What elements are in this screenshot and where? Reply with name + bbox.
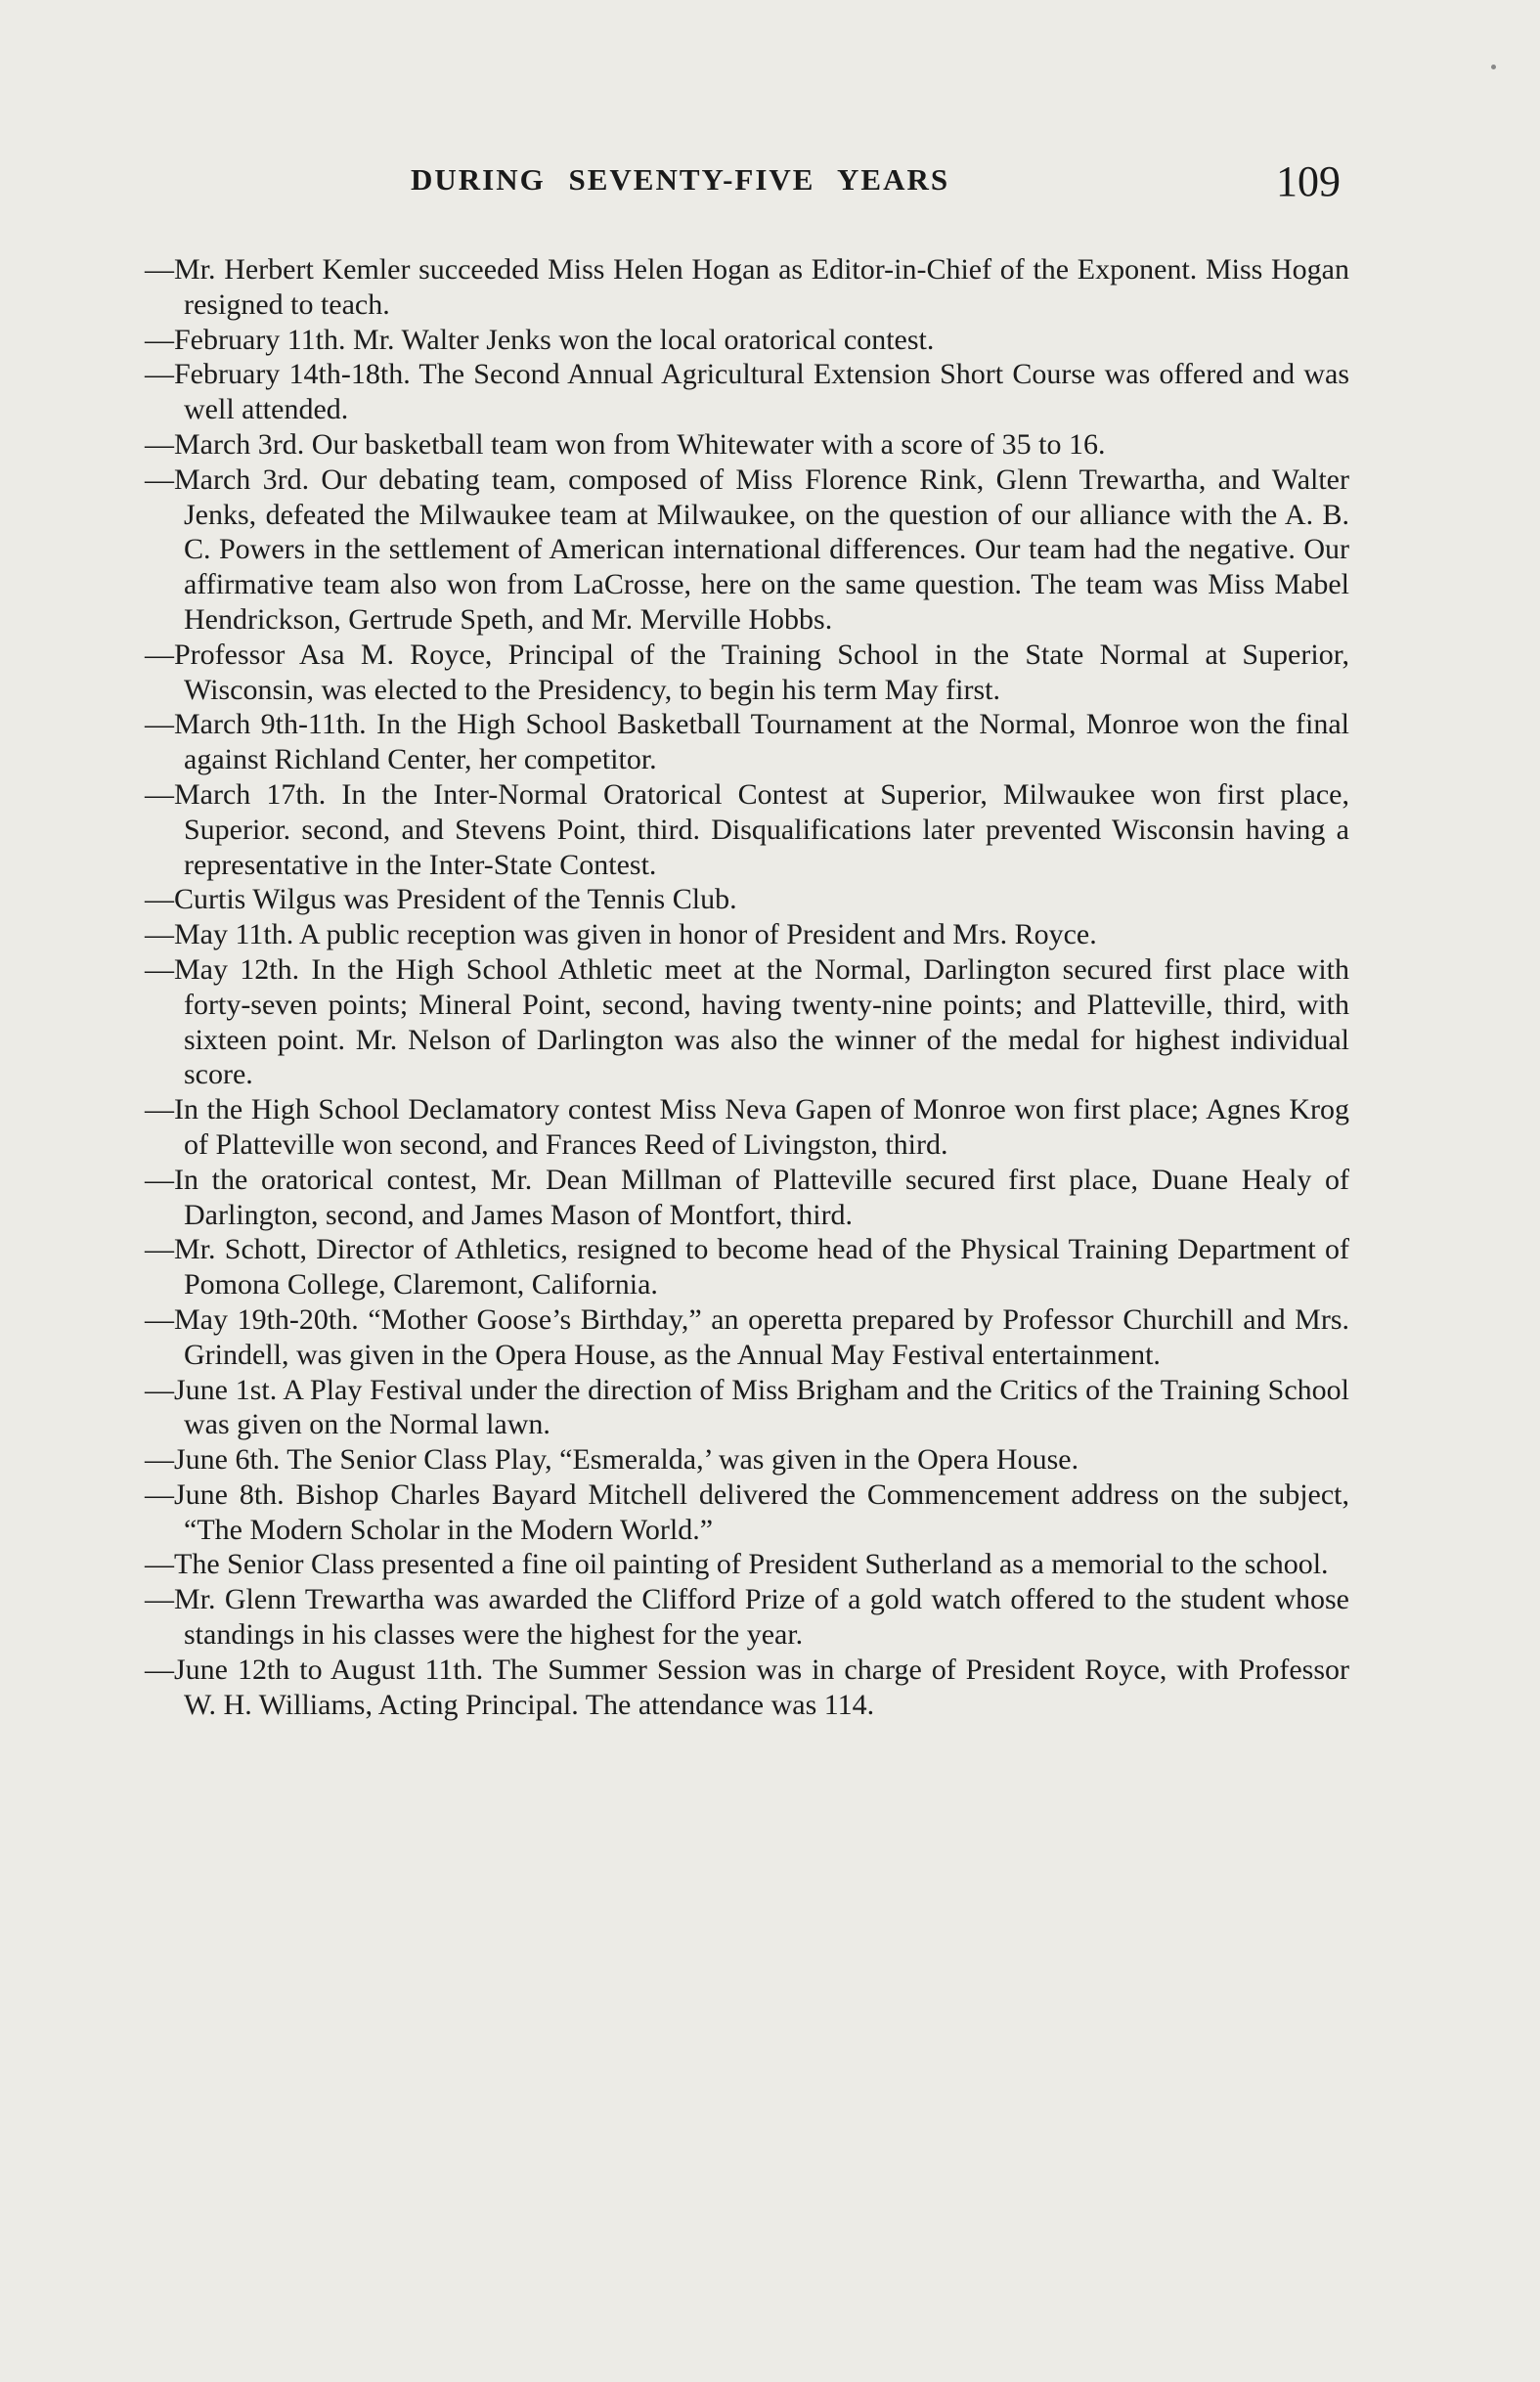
page-number: 109 bbox=[1276, 157, 1341, 205]
chronicle-entry: —In the oratorical contest, Mr. Dean Millman of Platteville secured first place, Duane Healy of Darlington, second, and James Mason of Montfort, third. bbox=[145, 1163, 1349, 1231]
chronicle-entry: —The Senior Class presented a fine oil painting of President Sutherland as a memorial to the school. bbox=[145, 1548, 1329, 1581]
chronicle-entry: —February 11th. Mr. Walter Jenks won the local oratorical contest. bbox=[145, 323, 935, 356]
chronicle-entry: —Mr. Schott, Director of Athletics, resigned to become head of the Physical Training Department of Pomona College, Claremont, California. bbox=[145, 1233, 1349, 1301]
chronicle-entry: —In the High School Declamatory contest Miss Neva Gapen of Monroe won first place; Agnes Krog of Platteville won second, and Frances Reed of Livingston, third. bbox=[145, 1093, 1349, 1161]
chronicle-entries bbox=[145, 252, 1349, 1722]
chronicle-entry: —June 6th. The Senior Class Play, “Esmeralda,’ was given in the Opera House. bbox=[145, 1443, 1079, 1477]
chronicle-entry: —May 12th. In the High School Athletic meet at the Normal, Darlington secured first place with forty-seven points; Mineral Point, second, having twenty-nine points; and Platteville, third, with sixteen point. Mr. Nelson of Darlington was also the winner of the medal for highest individual score. bbox=[145, 952, 1349, 1091]
paper-speck bbox=[1491, 65, 1496, 69]
chronicle-entry: —June 12th to August 11th. The Summer Session was in charge of President Royce, with Professor W. H. Williams, Acting Principal. The attendance was 114. bbox=[145, 1653, 1349, 1721]
chronicle-entry: —March 17th. In the Inter-Normal Oratorical Contest at Superior, Milwaukee won first place, Superior. second, and Stevens Point, third. Disqualifications later prevented Wisconsin having a representative in the Inter-State Contest. bbox=[145, 777, 1349, 881]
chronicle-entry: —Curtis Wilgus was President of the Tennis Club. bbox=[145, 883, 737, 916]
chronicle-entry: —June 8th. Bishop Charles Bayard Mitchell delivered the Commencement address on the subject, “The Modern Scholar in the Modern World.” bbox=[145, 1478, 1349, 1546]
chronicle-entry: —March 3rd. Our debating team, composed of Miss Florence Rink, Glenn Trewartha, and Walter Jenks, defeated the Milwaukee team at Milwaukee, on the question of our alliance with the A. B. C. Powers in the settlement of American international differences. Our team had the negative. Our affirmative team also won from LaCrosse, here on the same question. The team was Miss Mabel Hendrickson, Gertrude Speth, and Mr. Merville Hobbs. bbox=[145, 463, 1349, 636]
chronicle-entry: —February 14th-18th. The Second Annual Agricultural Extension Short Course was offered and was well attended. bbox=[145, 358, 1349, 426]
running-title: DURING SEVENTY-FIVE YEARS bbox=[411, 162, 950, 197]
chronicle-entry: —March 9th-11th. In the High School Basketball Tournament at the Normal, Monroe won the final against Richland Center, her competitor. bbox=[145, 708, 1349, 776]
chronicle-entry: —Mr. Herbert Kemler succeeded Miss Helen Hogan as Editor-in-Chief of the Exponent. Miss Hogan resigned to teach. bbox=[145, 253, 1349, 321]
chronicle-entry: —March 3rd. Our basketball team won from Whitewater with a score of 35 to 16. bbox=[145, 427, 1106, 461]
chronicle-entry: —May 11th. A public reception was given in honor of President and Mrs. Royce. bbox=[145, 918, 1097, 951]
chronicle-entry: —June 1st. A Play Festival under the direction of Miss Brigham and the Critics of the Training School was given on the Normal lawn. bbox=[145, 1373, 1349, 1441]
chronicle-entry: —Professor Asa M. Royce, Principal of the Training School in the State Normal at Superior, Wisconsin, was elected to the Presidency, to begin his term May first. bbox=[145, 638, 1349, 706]
chronicle-entry: —May 19th-20th. “Mother Goose’s Birthday,” an operetta prepared by Professor Churchill and Mrs. Grindell, was given in the Opera House, as the Annual May Festival entertainment. bbox=[145, 1302, 1349, 1371]
chronicle-entry: —Mr. Glenn Trewartha was awarded the Clifford Prize of a gold watch offered to the student whose standings in his classes were the highest for the year. bbox=[145, 1583, 1349, 1652]
